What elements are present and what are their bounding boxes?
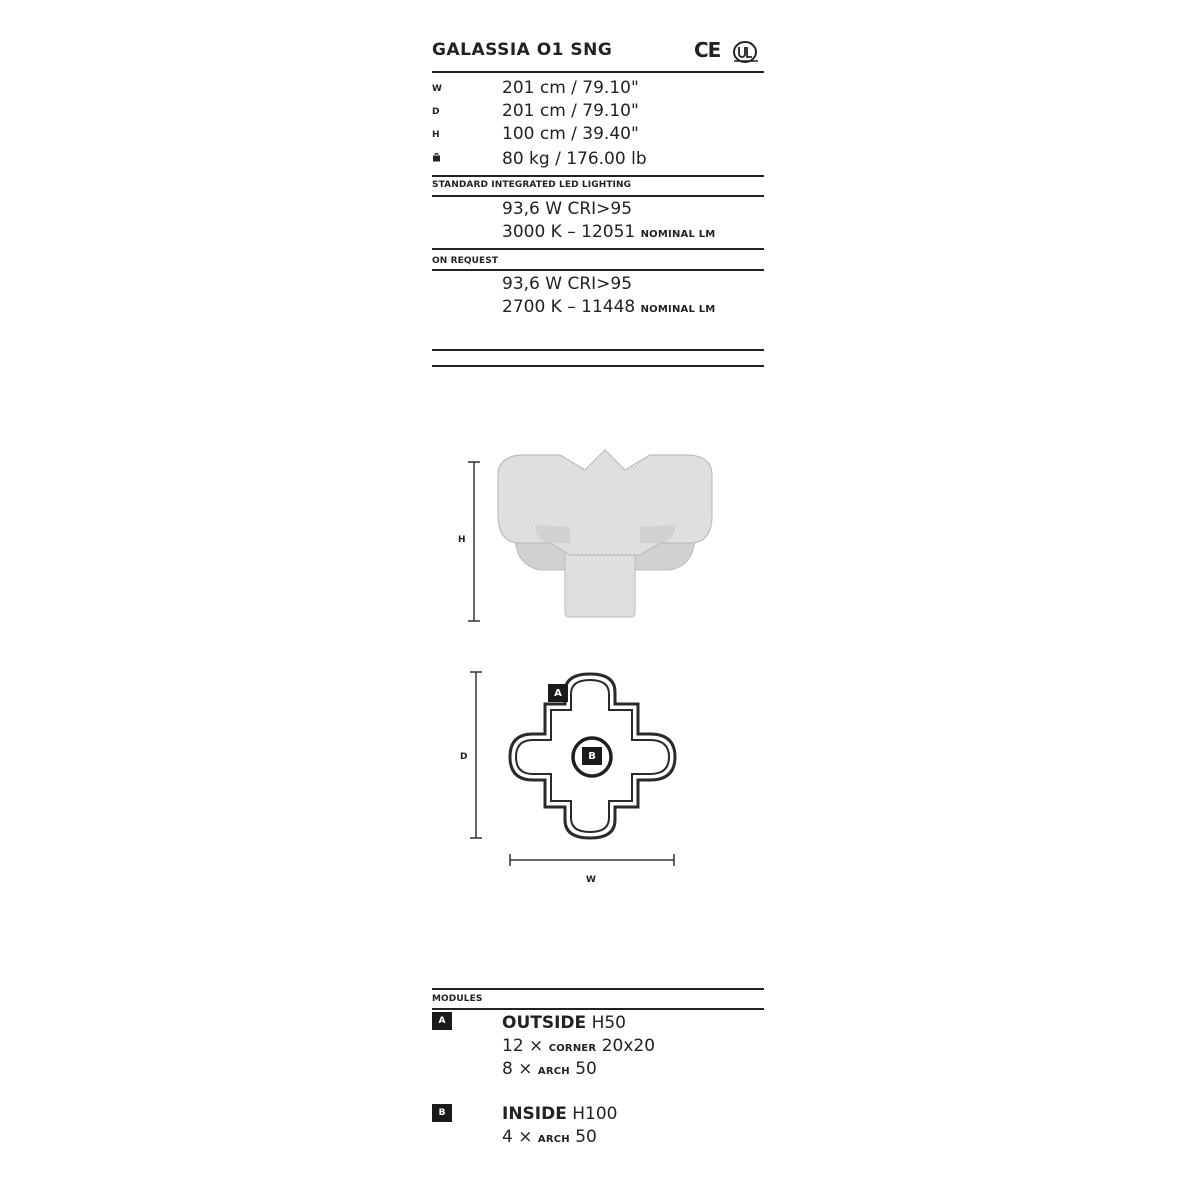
outside-line-2-type: ARCH — [537, 1066, 570, 1077]
ul-listed-icon — [732, 40, 760, 64]
outside-title — [502, 1013, 626, 1033]
inside-line-1-count: 4 × — [502, 1127, 533, 1147]
weight-value: 80 kg / 176.00 lb — [502, 149, 647, 169]
depth-label: D — [432, 107, 440, 117]
height-dimension-line — [464, 460, 484, 625]
depth-dimension-line — [466, 670, 486, 842]
standard-heading: STANDARD INTEGRATED LED LIGHTING — [432, 180, 632, 190]
inside-badge: B — [432, 1104, 452, 1122]
inside-name: INSIDE — [502, 1104, 567, 1124]
outside-line-2-count: 8 × — [502, 1059, 533, 1079]
outside-line-1 — [502, 1036, 655, 1056]
inside-line-1-type: ARCH — [537, 1134, 570, 1145]
standard-lumen — [502, 222, 715, 242]
request-top-rule — [432, 248, 764, 250]
standard-power: 93,6 W CRI>95 — [502, 199, 633, 219]
marker-b: B — [582, 747, 602, 765]
width-dimension-line — [508, 850, 678, 870]
diagram-width-label: W — [586, 875, 596, 885]
outside-line-1-size: 20x20 — [601, 1036, 656, 1056]
outside-line-2-size: 50 — [575, 1059, 597, 1079]
outside-line-1-count: 12 × — [502, 1036, 544, 1056]
standard-top-rule — [432, 175, 764, 177]
request-lumen-value: 2700 K – 11448 — [502, 297, 636, 317]
spec-end-rule-2 — [432, 365, 764, 367]
diagram-height-label: H — [458, 535, 466, 545]
depth-value: 201 cm / 79.10" — [502, 101, 639, 121]
product-side-view — [490, 445, 720, 620]
standard-lumen-value: 3000 K – 12051 — [502, 222, 636, 242]
outside-name: OUTSIDE — [502, 1013, 587, 1033]
outside-badge: A — [432, 1012, 452, 1030]
request-power: 93,6 W CRI>95 — [502, 274, 633, 294]
request-lumen-unit: NOMINAL LM — [640, 304, 716, 315]
spec-end-rule-1 — [432, 349, 764, 351]
height-value: 100 cm / 39.40" — [502, 124, 639, 144]
standard-lumen-unit: NOMINAL LM — [640, 229, 716, 240]
ce-mark: CE — [694, 38, 721, 62]
modules-heading: MODULES — [432, 994, 483, 1004]
height-label: H — [432, 130, 440, 140]
outside-line-1-type: CORNER — [548, 1043, 597, 1054]
width-value: 201 cm / 79.10" — [502, 78, 639, 98]
request-lumen — [502, 297, 715, 317]
width-label: W — [432, 84, 442, 94]
title-rule — [432, 71, 764, 73]
inside-height: H100 — [572, 1104, 618, 1124]
modules-bottom-rule — [432, 1008, 764, 1010]
inside-line-1 — [502, 1127, 597, 1147]
standard-bottom-rule — [432, 195, 764, 197]
outside-height: H50 — [591, 1013, 626, 1033]
inside-line-1-size: 50 — [575, 1127, 597, 1147]
weight-icon — [432, 152, 441, 162]
request-bottom-rule — [432, 269, 764, 271]
inside-title — [502, 1104, 618, 1124]
request-heading: ON REQUEST — [432, 256, 499, 266]
product-title: GALASSIA O1 SNG — [432, 40, 613, 60]
modules-top-rule — [432, 988, 764, 990]
marker-a: A — [548, 684, 568, 702]
outside-line-2 — [502, 1059, 597, 1079]
diagram-depth-label: D — [460, 752, 468, 762]
